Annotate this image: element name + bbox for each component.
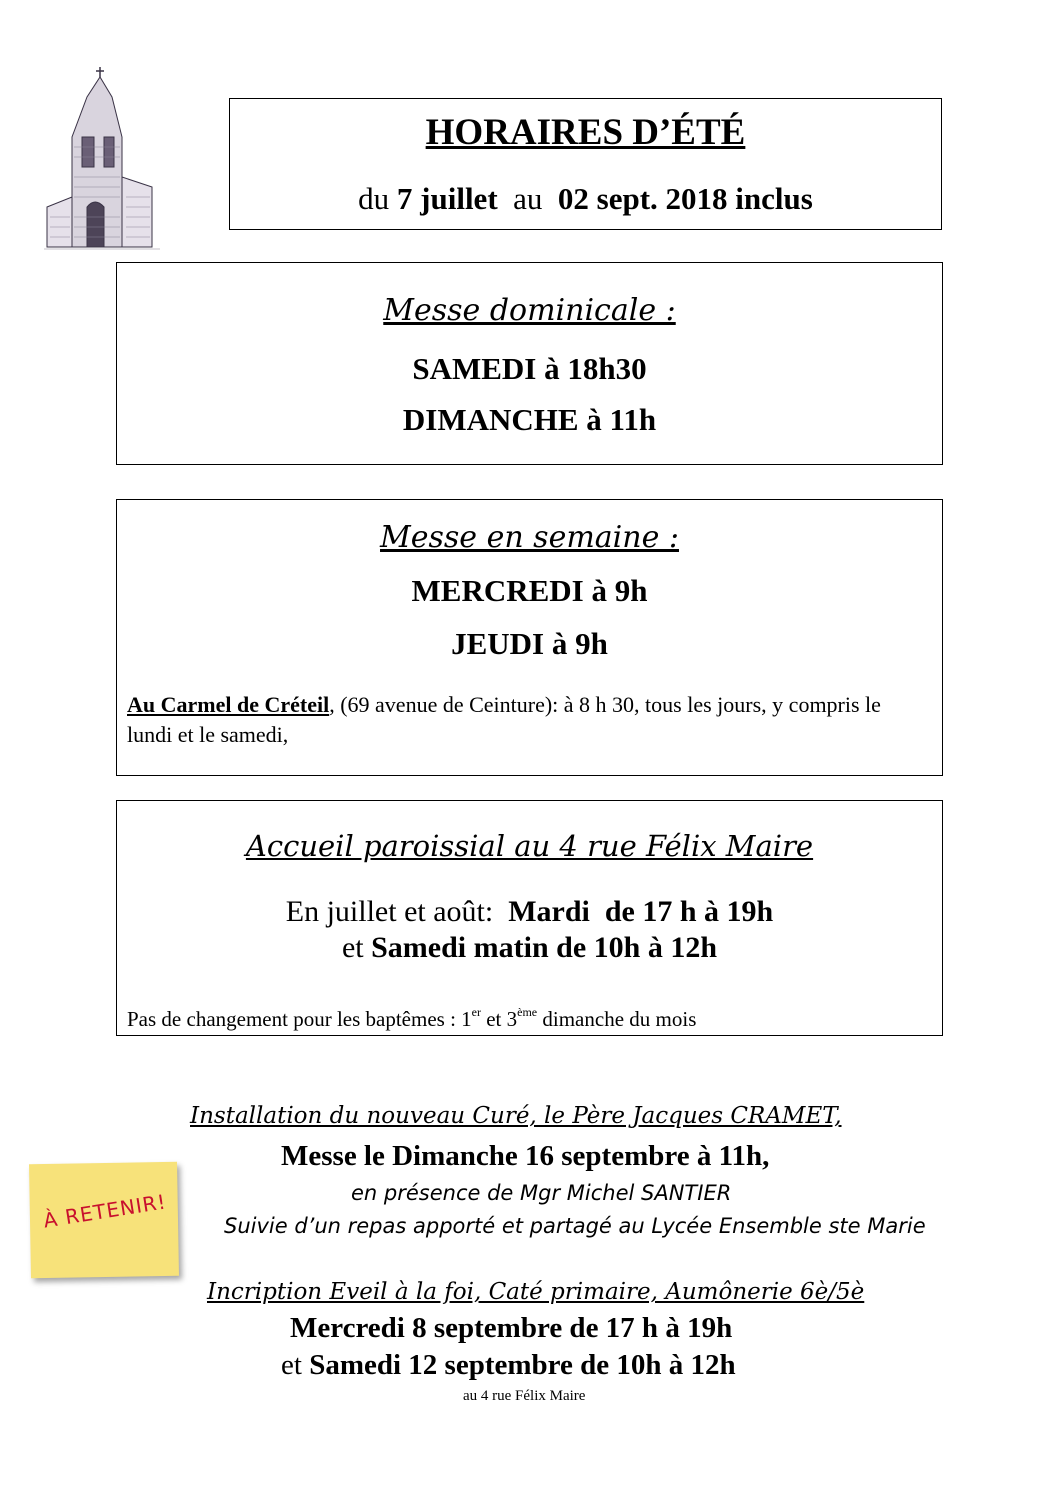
dominicale-line1: SAMEDI à 18h30	[412, 351, 647, 386]
header-box	[229, 98, 942, 230]
installation-title: Installation du nouveau Curé, le Père Jacques CRAMET,	[190, 1103, 842, 1129]
accueil-line1-hours: Mardi de 17 h à 19h	[508, 895, 774, 928]
baptemes-sup-1: er	[471, 1005, 481, 1019]
semaine-line2: JEUDI à 9h	[451, 626, 608, 661]
dominicale-box	[116, 262, 943, 465]
header-dates	[230, 181, 941, 217]
baptemes-note	[127, 1007, 696, 1032]
semaine-box	[116, 499, 943, 776]
inscription-line1: Mercredi 8 septembre de 17 h à 19h	[290, 1312, 733, 1344]
dates-prefix: du	[358, 181, 397, 216]
accueil-line2-hours: Samedi matin de 10h à 12h	[371, 931, 718, 964]
inscription-line2-prefix: et	[281, 1349, 310, 1381]
accueil-line2	[117, 931, 942, 965]
carmel-text: , (69 avenue de Ceinture): à 8 h 30, tous les jours, y compris le lundi et le samedi,	[127, 692, 881, 747]
baptemes-text-a: Pas de changement pour les baptêmes : 1	[127, 1007, 472, 1031]
baptemes-text-b: et 3	[480, 1007, 518, 1031]
dates-mid: au	[497, 181, 558, 216]
installation-presence: en présence de Mgr Michel SANTIER	[351, 1181, 732, 1205]
page-title: HORAIRES D’ÉTÉ	[425, 112, 746, 153]
dominicale-title: Messe dominicale :	[383, 293, 676, 328]
dates-start: 7 juillet	[396, 181, 498, 216]
church-drawing-icon	[42, 57, 162, 252]
carmel-label: Au Carmel de Créteil	[127, 692, 330, 717]
accueil-title: Accueil paroissial au 4 rue Félix Maire	[245, 829, 814, 863]
accueil-line1	[117, 895, 942, 929]
accueil-line2-prefix: et	[341, 931, 372, 964]
accueil-box	[116, 800, 943, 1036]
inscription-line2	[281, 1349, 736, 1382]
sticky-note	[29, 1162, 179, 1279]
carmel-note	[127, 690, 927, 750]
dates-end: 02 sept. 2018 inclus	[557, 181, 813, 216]
baptemes-text-c: dimanche du mois	[537, 1007, 697, 1031]
inscription-title: Incription Eveil à la foi, Caté primaire, Aumônerie 6è/5è	[207, 1279, 865, 1305]
baptemes-sup-2: ème	[517, 1005, 538, 1019]
semaine-title: Messe en semaine :	[380, 520, 679, 555]
semaine-line1: MERCREDI à 9h	[411, 573, 648, 608]
inscription-line2-hours: Samedi 12 septembre de 10h à 12h	[309, 1349, 736, 1381]
installation-repas: Suivie d’un repas apporté et partagé au Lycée Ensemble ste Marie	[224, 1214, 926, 1238]
inscription-address: au 4 rue Félix Maire	[463, 1388, 586, 1404]
accueil-line1-prefix: En juillet et août:	[285, 895, 509, 928]
dominicale-line2: DIMANCHE à 11h	[402, 402, 657, 437]
installation-messe: Messe le Dimanche 16 septembre à 11h,	[281, 1140, 770, 1172]
sticky-note-text: À RETENIR!	[41, 1189, 169, 1233]
